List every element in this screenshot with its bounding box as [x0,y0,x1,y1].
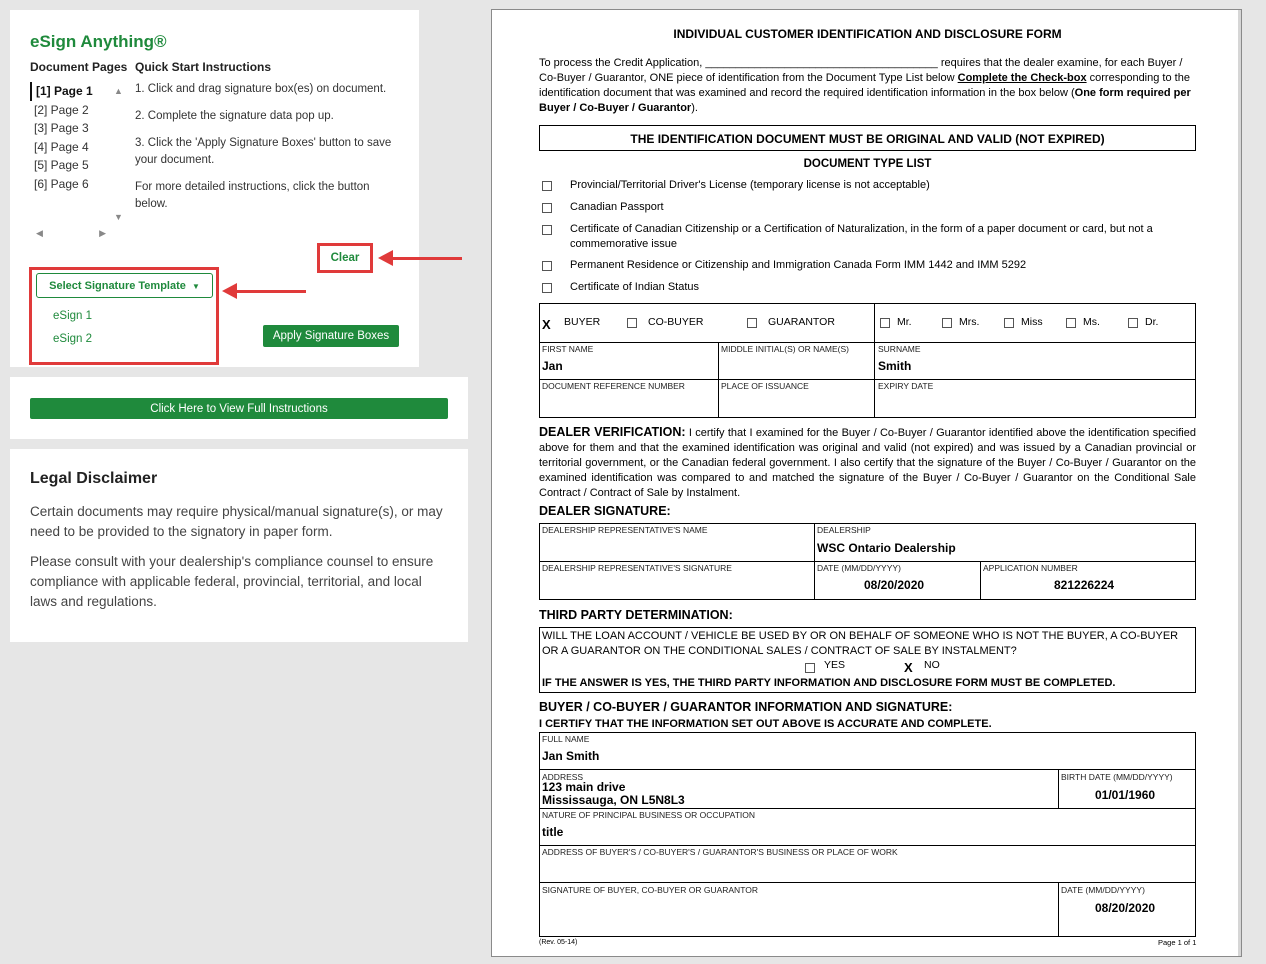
instruction-more: For more detailed instructions, click the button below. [135,181,370,210]
caret-down-icon: ▼ [191,281,200,291]
address-line-1[interactable]: 123 main drive [542,780,626,794]
dealer-verification-title: DEALER VERIFICATION: [539,425,686,439]
instructions-panel [10,377,468,439]
page-item-4[interactable]: [4] Page 4 [34,139,89,154]
must-be-original-box [539,125,1196,151]
page-of-label: Page 1 of 1 [1158,938,1197,947]
template-dropdown-menu [36,303,213,361]
legal-disclaimer-panel [10,449,468,642]
scroll-left-icon[interactable]: ◀ [36,228,43,238]
template-highlight [29,267,219,365]
surname-value[interactable]: Smith [878,359,912,373]
buyer-date-label: DATE (MM/DD/YYYY) [1061,885,1145,895]
doc-intro-b: requires that the dealer examine, for each Buyer / Co-Buyer / Guarantor, ONE piece of identification from the Document Type List below [539,57,1183,84]
page-list-scrollbar[interactable] [112,84,126,222]
third-party-no-label: NO [924,659,940,671]
page-item-6[interactable]: [6] Page 6 [34,176,89,191]
id-table-col-line [874,303,875,418]
third-party-question: WILL THE LOAN ACCOUNT / VEHICLE BE USED BY OR ON BEHALF OF SOMEONE WHO IS NOT THE BUYER, A CO-BUYER OR A GUARANTOR ON THE CONDITIONAL SALES / CONTRACT OF SALE BY INSTALMENT? [542,630,1179,657]
title-dr: Dr. [1145,316,1159,328]
address-label: ADDRESS [542,772,584,782]
template-option-esign-1[interactable]: eSign 1 [53,310,93,322]
view-full-instructions-button[interactable]: Click Here to View Full Instructions [30,398,448,419]
quick-start-header: Quick Start Instructions [135,60,272,74]
place-of-issuance-label: PLACE OF ISSUANCE [721,381,809,391]
title-mrs: Mrs. [959,316,980,328]
dealer-date-value[interactable]: 08/20/2020 [864,578,925,592]
full-name-value[interactable]: Jan Smith [542,749,600,763]
rep-name-label: DEALERSHIP REPRESENTATIVE'S NAME [542,525,708,535]
document-page[interactable] [492,10,1242,957]
scroll-up-icon[interactable]: ▲ [114,86,123,96]
title-mrs-checkbox[interactable] [942,318,952,328]
legal-disclaimer-title: Legal Disclaimer [30,470,158,487]
arrow-left-icon [392,257,462,260]
title-mr: Mr. [897,316,912,328]
buyer-date-value[interactable]: 08/20/2020 [1095,901,1156,915]
dealer-table-col-line [980,561,981,600]
birth-date-value[interactable]: 01/01/1960 [1095,788,1156,802]
application-number-value[interactable]: 821226224 [1054,578,1115,592]
scroll-down-icon[interactable]: ▼ [114,212,123,222]
doc-intro-blank: ______________________________________ [705,57,938,69]
role-co-buyer: CO-BUYER [648,316,704,328]
dealer-verification [539,425,1196,501]
third-party-no-checkbox-mark[interactable]: X [904,660,913,675]
certify-statement: I CERTIFY THAT THE INFORMATION SET OUT ABOVE IS ACCURATE AND COMPLETE. [539,718,992,730]
app-title: eSign Anything® [30,32,167,51]
buyer-table-row-line [539,769,1196,770]
dealer-table-col-line [814,523,815,600]
legal-disclaimer-p2: Please consult with your dealership's compliance counsel to ensure compliance with applicable federal, provincial, territorial, and local laws and regulations. [30,554,434,609]
rep-signature-label: DEALERSHIP REPRESENTATIVE'S SIGNATURE [542,563,732,573]
document-pages-header: Document Pages [30,60,128,74]
doc-intro-c: corresponding to the identification document that was examined and record the required identification information in the box below ( [539,72,1190,99]
occupation-label: NATURE OF PRINCIPAL BUSINESS OR OCCUPATION [542,810,755,820]
dealer-signature-title: DEALER SIGNATURE: [539,504,671,518]
instruction-step-1: 1. Click and drag signature box(es) on document. [135,83,387,95]
doc-intro-d: ). [691,102,698,114]
esign-control-panel [10,10,419,367]
instruction-step-2: 2. Complete the signature data pop up. [135,110,334,122]
buyer-table-col-line [1058,882,1059,937]
page-item-1[interactable]: [1] Page 1 [30,82,128,101]
dealer-table-row-line [539,561,1196,562]
title-dr-checkbox[interactable] [1128,318,1138,328]
application-number-label: APPLICATION NUMBER [983,563,1078,573]
revision-label: (Rev. 05-14) [539,939,578,946]
buyer-table-row-line [539,808,1196,809]
co-buyer-checkbox[interactable] [627,318,637,328]
buyer-table-row-line [539,882,1196,883]
doc-type-5: Certificate of Indian Status [570,281,700,293]
page-item-5[interactable]: [5] Page 5 [34,158,89,172]
arrow-left-icon [236,290,306,293]
guarantor-checkbox[interactable] [747,318,757,328]
doc-type-3: Certificate of Canadian Citizenship or a Certification of Naturalization, in the form of a paper document or card, but not a commemorative issue [570,223,1153,250]
third-party-note: IF THE ANSWER IS YES, THE THIRD PARTY INFORMATION AND DISCLOSURE FORM MUST BE COMPLETED. [542,677,1116,689]
dealership-label: DEALERSHIP [817,525,871,535]
title-mr-checkbox[interactable] [880,318,890,328]
doc-type-checkbox-1[interactable] [542,181,552,191]
page-item-2[interactable]: [2] Page 2 [34,102,89,117]
doc-intro-bold1: Complete the Check-box [957,72,1087,84]
dealership-value[interactable]: WSC Ontario Dealership [817,541,956,555]
buyer-table-row-line [539,845,1196,846]
first-name-value[interactable]: Jan [542,359,563,373]
full-name-label: FULL NAME [542,734,590,744]
select-signature-template-label: Select Signature Template [49,279,186,292]
title-ms: Ms. [1083,316,1100,328]
doc-intro [539,56,1196,116]
role-buyer: BUYER [564,316,601,328]
select-signature-template-button[interactable] [36,273,213,298]
address-line-2[interactable]: Mississauga, ON L5N8L3 [542,793,685,807]
scroll-right-icon[interactable]: ▶ [99,228,106,238]
must-be-original-text: THE IDENTIFICATION DOCUMENT MUST BE ORIGINAL AND VALID (NOT EXPIRED) [630,132,1105,146]
id-table-row-line [539,379,1196,380]
apply-signature-boxes-button[interactable]: Apply Signature Boxes [263,325,399,347]
surname-label: SURNAME [878,344,921,354]
page-list-hscrollbar[interactable] [36,228,106,240]
birth-date-label: BIRTH DATE (MM/DD/YYYY) [1061,772,1173,782]
buyer-table-col-line [1058,769,1059,808]
instruction-step-3: 3. Click the 'Apply Signature Boxes' button to save your document. [135,137,392,166]
doc-type-checkbox-3[interactable] [542,225,552,235]
occupation-value[interactable]: title [542,825,564,839]
doc-type-4: Permanent Residence or Citizenship and Immigration Canada Form IMM 1442 and IMM 5292 [570,259,1027,271]
title-miss-checkbox[interactable] [1004,318,1014,328]
legal-disclaimer-p1: Certain documents may require physical/manual signature(s), or may need to be provided to the signatory in paper form. [30,504,443,539]
third-party-title: THIRD PARTY DETERMINATION: [539,608,733,622]
middle-name-label: MIDDLE INITIAL(S) OR NAME(S) [721,344,849,354]
buyer-signature-label: SIGNATURE OF BUYER, CO-BUYER OR GUARANTOR [542,885,758,895]
dealer-date-label: DATE (MM/DD/YYYY) [817,563,901,573]
doc-intro-a: To process the Credit Application, [539,57,706,69]
template-option-esign-2[interactable]: eSign 2 [53,333,93,345]
expiry-date-label: EXPIRY DATE [878,381,934,391]
dealer-verification-text: I certify that I examined for the Buyer / Co-Buyer / Guarantor identified above the identification specified above for them and that the examined identification was original and valid (not expired) and was issued by a Canadian provincial or territorial government, or the Canadian federal government. I also certify that the signature of the Buyer / Co-Buyer / Guarantor on the examined identification was compared to and matched the signature of the Buyer / Co-Buyer / Guarantor on the Conditional Sale Contract / Contract of Sale by Instalment. [539,427,1196,499]
buyer-signature-title: BUYER / CO-BUYER / GUARANTOR INFORMATION AND SIGNATURE: [539,700,953,714]
role-guarantor: GUARANTOR [768,316,835,328]
buyer-checkbox-mark[interactable]: X [542,317,551,332]
quick-start-instructions [135,81,405,223]
third-party-yes-checkbox[interactable] [805,663,815,673]
doc-type-checkbox-4[interactable] [542,261,552,271]
doc-type-checkbox-5[interactable] [542,283,552,293]
doc-intro-bold2: One form required per Buyer / Co-Buyer / Guarantor [539,87,1191,114]
first-name-label: FIRST NAME [542,344,594,354]
third-party-yes-label: YES [824,659,846,671]
doc-type-checkbox-2[interactable] [542,203,552,213]
work-address-label: ADDRESS OF BUYER'S / CO-BUYER'S / GUARANTOR'S BUSINESS OR PLACE OF WORK [542,847,898,857]
page-item-3[interactable]: [3] Page 3 [34,121,89,135]
doc-type-header: DOCUMENT TYPE LIST [803,158,932,170]
document-viewer[interactable] [491,9,1242,957]
clear-button[interactable]: Clear [317,243,373,273]
id-table-row-line [539,342,1196,343]
doc-title: INDIVIDUAL CUSTOMER IDENTIFICATION AND DISCLOSURE FORM [673,27,1062,41]
title-ms-checkbox[interactable] [1066,318,1076,328]
doc-ref-label: DOCUMENT REFERENCE NUMBER [542,381,685,391]
doc-type-2: Canadian Passport [570,201,664,213]
doc-type-1: Provincial/Territorial Driver's License (temporary license is not acceptable) [570,179,930,191]
title-miss: Miss [1021,316,1043,328]
id-table-col-line [718,342,719,418]
